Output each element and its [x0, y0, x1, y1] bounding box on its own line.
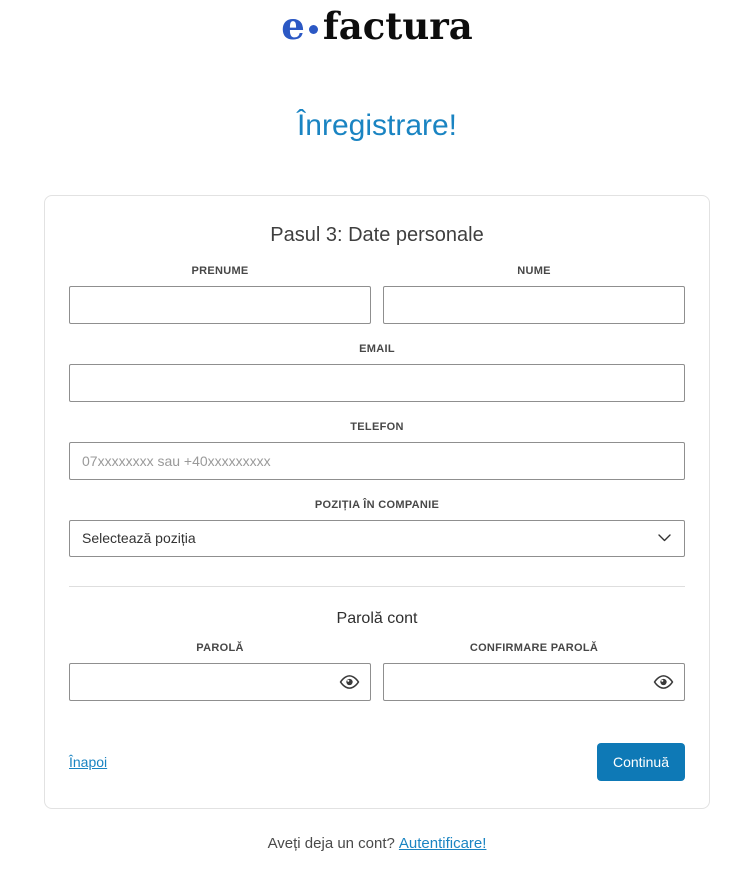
- parola-input[interactable]: [69, 663, 371, 701]
- password-section-title: Parolă cont: [336, 609, 418, 627]
- logo-wordmark: factura: [322, 4, 473, 48]
- prenume-input[interactable]: [69, 286, 371, 324]
- telefon-field-group: [69, 421, 685, 480]
- email-field-group: [69, 343, 685, 402]
- card-actions: [69, 743, 685, 781]
- confirmare-input-wrap: [383, 663, 685, 701]
- telefon-label: TELEFON: [350, 420, 404, 433]
- email-label: EMAIL: [359, 342, 395, 355]
- email-input[interactable]: [69, 364, 685, 402]
- parola-input-wrap: [69, 663, 371, 701]
- page-title: Înregistrare!: [296, 108, 458, 142]
- name-row: [69, 265, 685, 324]
- login-link[interactable]: Autentificare!: [398, 834, 487, 852]
- footer: [0, 835, 754, 872]
- pozitia-field-group: [69, 499, 685, 557]
- pozitia-select[interactable]: [69, 520, 685, 557]
- continue-button[interactable]: Continuă: [597, 743, 685, 781]
- chevron-down-icon: [658, 534, 671, 542]
- password-row: [69, 642, 685, 701]
- logo-dot-icon: [309, 25, 318, 34]
- confirmare-field-group: [383, 642, 685, 701]
- efactura-logo[interactable]: [281, 6, 472, 47]
- pozitia-label: POZIȚIA ÎN COMPANIE: [314, 498, 440, 511]
- header: [0, 0, 754, 47]
- logo-e-letter: e: [281, 4, 304, 48]
- confirmare-parola-input[interactable]: [383, 663, 685, 701]
- pozitia-selected-value: Selectează poziția: [82, 530, 196, 547]
- section-divider: [69, 586, 685, 587]
- nume-input[interactable]: [383, 286, 685, 324]
- prenume-field-group: [69, 265, 371, 324]
- nume-label: NUME: [517, 264, 551, 277]
- parola-label: PAROLĂ: [196, 641, 244, 654]
- telefon-input[interactable]: [69, 442, 685, 480]
- footer-prompt: Aveți deja un cont?: [267, 834, 395, 852]
- nume-field-group: [383, 265, 685, 324]
- confirmare-parola-label: CONFIRMARE PAROLĂ: [469, 641, 599, 654]
- parola-eye-icon[interactable]: [339, 674, 360, 689]
- prenume-label: PRENUME: [191, 264, 249, 277]
- confirmare-eye-icon[interactable]: [653, 674, 674, 689]
- back-link[interactable]: Înapoi: [69, 753, 108, 770]
- step-title: Pasul 3: Date personale: [270, 223, 484, 246]
- parola-field-group: [69, 642, 371, 701]
- registration-card: [44, 195, 710, 809]
